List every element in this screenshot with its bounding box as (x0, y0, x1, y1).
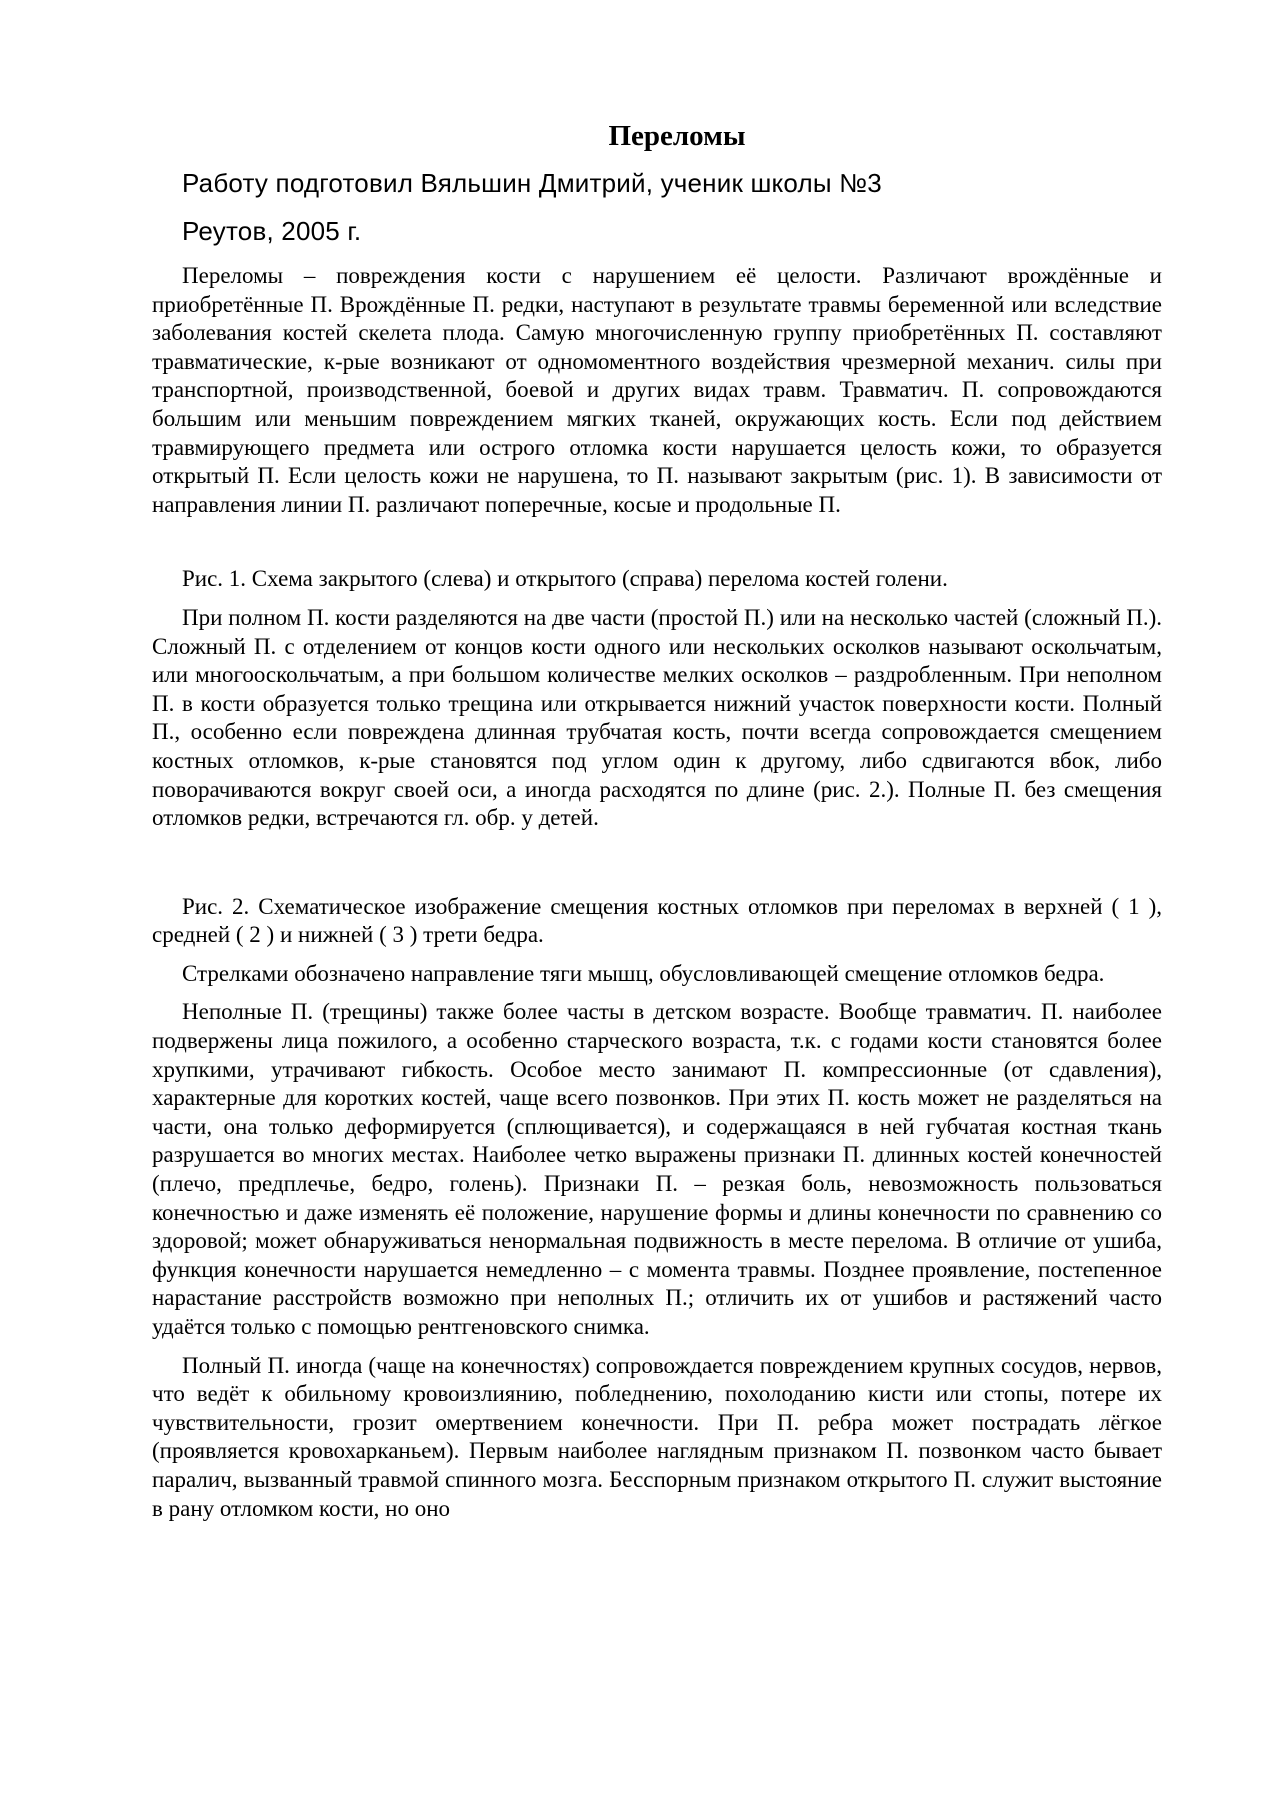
figure-2-caption: Рис. 2. Схематическое изображение смещения костных отломков при переломах в верхней ( 1 ), средней ( 2 ) и нижней ( 3 ) трети бедра. (152, 893, 1162, 948)
paragraph-complete-fracture: При полном П. кости разделяются на две части (простой П.) или на несколько частей (сложный П.). Сложный П. с отделением от концов кости одного или нескольких осколков называют оскольчатым, или многооскольчатым, а при большом количестве мелких осколков – раздробленным. При неполном П. в кости образуется только трещина или открывается нижний участок поверхности кости. Полный П., особенно если повреждена длинная трубчатая кость, почти всегда сопровождается смещением костных отломков, к-рые становятся под углом один к другому, либо сдвигаются вбок, либо поворачиваются вокруг своей оси, а иногда расходятся по длине (рис. 2.). Полные П. без смещения отломков редки, встречаются гл. обр. у детей. (152, 604, 1162, 831)
document-title: Переломы (608, 120, 746, 152)
paragraph-intro: Переломы – повреждения кости с нарушением её целости. Различают врождённые и приобретённые П. Врождённые П. редки, наступают в результате травмы беременной или вследствие заболевания костей скелета плода. Самую многочисленную группу приобретённых П. составляют травматические, к-рые возникают от одномоментного воздействия чрезмерной механич. силы при транспортной, производственной, боевой и других видах травм. Травматич. П. сопровождаются большим или меньшим повреждением мягких тканей, окружающих кость. Если под действием травмирующего предмета или острого отломка кости нарушается целость кожи, то образуется открытый П. Если целость кожи не нарушена, то П. называют закрытым (рис. 1). В зависимости от направления линии П. различают поперечные, косые и продольные П. (152, 263, 1162, 517)
paragraph-incomplete-fracture: Неполные П. (трещины) также более часты в детском возрасте. Вообще травматич. П. наиболее подвержены лица пожилого, а особенно старческого возраста, т.к. с годами кости становятся более хрупкими, утрачивают гибкость. Особое место занимают П. компрессионные (от сдавления), характерные для коротких костей, чаще всего позвонков. При этих П. кость может не разделяться на части, она только деформируется (сплющивается), и содержащаяся в ней губчатая костная ткань разрушается во многих местах. Наиболее четко выражены признаки П. длинных костей конечностей (плечо, предплечье, бедро, голень). Признаки П. – резкая боль, невозможность пользоваться конечностью и даже изменять её положение, нарушение формы и длины конечности по сравнению со здоровой; может обнаруживаться ненормальная подвижность в месте перелома. В отличие от ушиба, функция конечности нарушается немедленно – с момента травмы. Позднее проявление, постепенное нарастание расстройств возможно при неполных П.; отличить их от ушибов и растяжений часто удаётся только с помощью рентгеновского снимка. (152, 999, 1162, 1339)
figure-1-caption: Рис. 1. Схема закрытого (слева) и открытого (справа) перелома костей голени. (182, 566, 948, 592)
author-line: Работу подготовил Вяльшин Дмитрий, ученик школы №3 (182, 168, 882, 198)
paragraph-complications: Полный П. иногда (чаще на конечностях) сопровождается повреждением крупных сосудов, нервов, что ведёт к обильному кровоизлиянию, побледнению, похолоданию кисти или стопы, потере их чувствительности, грозит омертвением конечности. При П. ребра может пострадать лёгкое (проявляется кровохарканьем). Первым наиболее наглядным признаком П. позвонком часто бывает паралич, вызванный травмой спинного мозга. Бесспорным признаком открытого П. служит выстояние в рану отломком кости, но оно (152, 1352, 1162, 1521)
figure-1-placeholder (152, 529, 1162, 565)
place-date: Реутов, 2005 г. (182, 216, 362, 246)
document-body (152, 118, 1162, 1533)
figure-2-placeholder (152, 843, 1162, 893)
paragraph-arrows-note: Стрелками обозначено направление тяги мышц, обусловливающей смещение отломков бедра. (182, 960, 1105, 986)
